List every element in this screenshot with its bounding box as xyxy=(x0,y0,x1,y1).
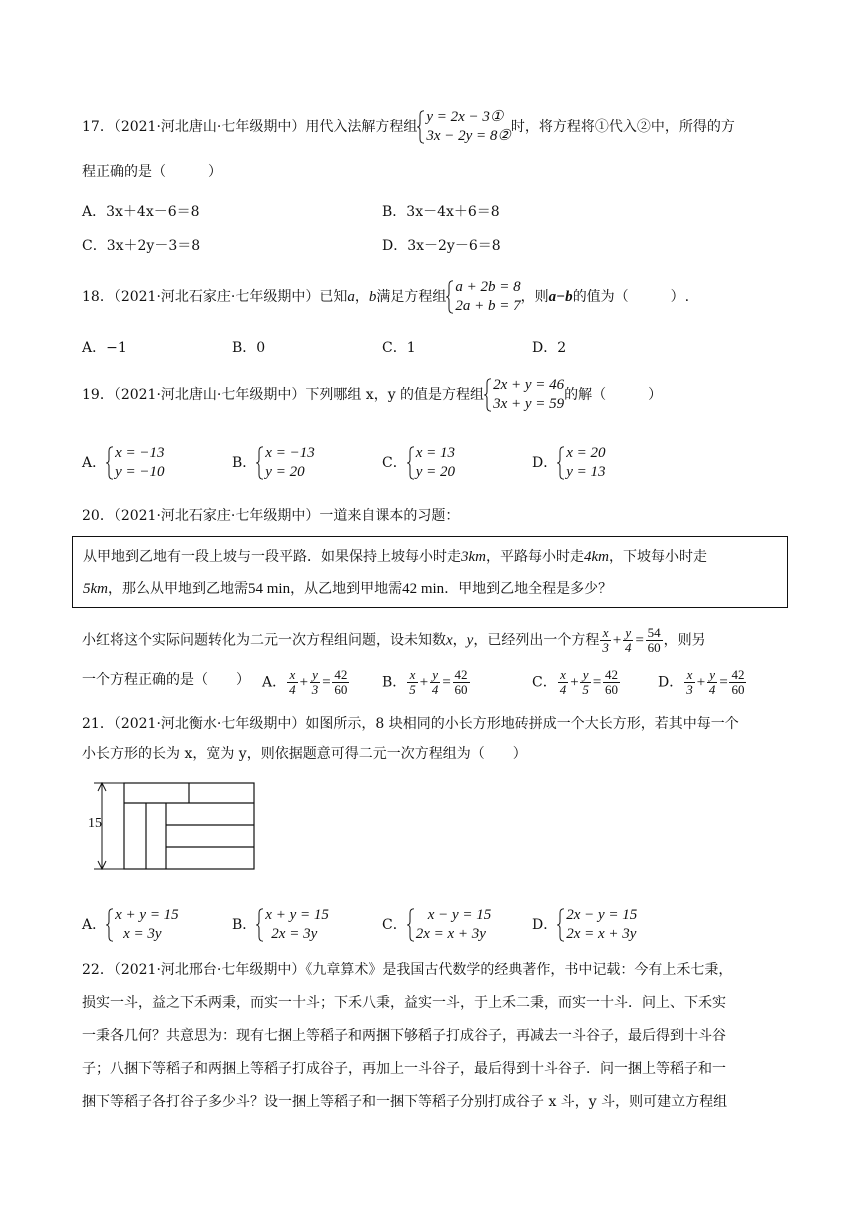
frac xyxy=(287,668,298,697)
q19-a-eq2: y = −10 xyxy=(115,464,165,480)
q21-option-d-system xyxy=(557,906,637,944)
q18-eq2: 2a + b = 7 xyxy=(455,298,521,314)
denominator: 3 xyxy=(686,682,693,697)
denominator: 4 xyxy=(431,682,439,697)
q19-option-c-system xyxy=(407,444,455,482)
numerator: 42 xyxy=(604,667,618,682)
denominator: 60 xyxy=(454,682,468,697)
q19-stem-b: 的解（ ） xyxy=(564,387,663,403)
q19-d-eq1: x = 20 xyxy=(566,445,606,461)
q21-option-d xyxy=(532,906,637,944)
q20-comma: ， xyxy=(452,632,467,649)
q19-eq1: 2x + y = 46 xyxy=(493,377,565,393)
q21-option-b xyxy=(232,906,329,944)
numerator: 54 xyxy=(647,625,661,640)
frac xyxy=(707,668,718,697)
frac xyxy=(407,668,418,697)
denominator: 4 xyxy=(289,682,296,697)
q19-a-eq1: x = −13 xyxy=(115,445,165,461)
denominator: 3 xyxy=(602,640,609,655)
q18-var-b: b xyxy=(368,289,377,305)
q21-b-eq2: 2x = 3y xyxy=(271,926,318,942)
q19-option-c xyxy=(382,444,455,482)
q18-expression: a−b xyxy=(548,289,573,305)
q19-option-a-system xyxy=(106,444,164,482)
q20-option-b: B． $\frac{x}{5}$ + $\frac{y}{4}$ = $\frac{42}{60}$ xyxy=(382,667,468,697)
frac xyxy=(332,668,349,697)
q22-line4: 子；八捆下等稻子和两捆上等稻子打成谷子，再加上一斗谷子，最后得到十斗谷子．问一捆上等稻子和一 xyxy=(82,1061,726,1077)
denominator: 4 xyxy=(708,682,716,697)
q20-var-x: x xyxy=(446,632,453,649)
q19-eq2: 3x + y = 59 xyxy=(493,396,565,412)
frac xyxy=(310,668,321,697)
brace-icon xyxy=(417,110,425,144)
q20-option-a: A． $\frac{x}{4}$ + $\frac{y}{3}$ = $\frac{42}{60}$ xyxy=(262,667,348,697)
q20-line-b-text: ，已经列出一个方程 xyxy=(473,632,600,649)
q18-stem-a: 18．（2021·河北石家庄·七年级期中）已知 xyxy=(82,289,348,305)
numerator: x xyxy=(560,667,566,682)
q20-line-a: 小红将这个实际问题转化为二元一次方程组问题，设未知数x，y，已经列出一个方程 $\frac{x}{3}$ + $\frac{y}{4}$ = $\frac{54}{60}$ ，则另 xyxy=(82,625,706,655)
numerator: x xyxy=(409,667,416,682)
q20-given-frac3 xyxy=(646,626,663,655)
brace-icon xyxy=(106,446,114,480)
q20-box-2a: ，那么从甲地到乙地需 xyxy=(108,581,248,597)
q17-option-a: A．3x＋4x－6＝8 xyxy=(82,204,200,220)
q19-b-eq2: y = 20 xyxy=(265,464,305,480)
q20-option-d: D． $\frac{x}{3}$ + $\frac{y}{4}$ = $\frac{42}{60}$ xyxy=(658,667,745,697)
frac xyxy=(603,668,620,697)
q20-stem: 20．（2021·河北石家庄·七年级期中）一道来自课本的习题： xyxy=(82,508,460,524)
q20-time-1: 54 min xyxy=(248,581,291,597)
q20-option-c: C． $\frac{x}{4}$ + $\frac{y}{5}$ = $\frac{42}{60}$ xyxy=(532,667,618,697)
denominator: 60 xyxy=(334,682,348,697)
q18-stem xyxy=(82,278,689,316)
q18-stem-d: 的值为（ ）. xyxy=(572,289,690,305)
frac xyxy=(729,668,746,697)
brace-icon xyxy=(256,908,264,942)
q19-stem xyxy=(82,376,662,414)
q17-stem-line1 xyxy=(82,108,735,146)
numerator: y xyxy=(312,667,318,682)
denominator: 60 xyxy=(604,682,618,697)
q18-system xyxy=(446,278,520,316)
brace-icon xyxy=(256,446,264,480)
q21-option-b-label: B． xyxy=(232,917,257,933)
q17-system xyxy=(417,108,511,146)
q18-option-d: D．2 xyxy=(532,340,567,356)
denominator: 5 xyxy=(582,682,589,697)
q18-option-a: A．−1 xyxy=(82,340,127,356)
q19-option-b-system xyxy=(256,444,314,482)
q22-line1: 22．（2021·河北邢台·七年级期中）《九章算术》是我国古代数学的经典著作，书中记载：今有上禾七秉， xyxy=(82,962,733,978)
q20-problem-box xyxy=(72,536,788,608)
q20-box-1c: ，下坡每小时走 xyxy=(609,549,707,565)
q21-option-b-system xyxy=(256,906,329,944)
q19-system xyxy=(484,376,564,414)
q17-stem-b: 时，将方程将①代入②中，所得的方 xyxy=(510,119,735,135)
q20-given-frac2 xyxy=(623,626,634,655)
q19-c-eq2: y = 20 xyxy=(415,464,455,480)
q19-option-a xyxy=(82,444,165,482)
q20-line-c-text: ，则另 xyxy=(663,632,706,649)
q20-box-1b: ，平路每小时走 xyxy=(486,549,584,565)
brace-icon xyxy=(106,908,114,942)
q21-b-eq1: x + y = 15 xyxy=(265,907,329,923)
q19-option-d xyxy=(532,444,606,482)
denominator: 60 xyxy=(731,682,745,697)
q21-c-eq2: 2x = x + 3y xyxy=(415,926,486,942)
q21-c-eq1: x − y = 15 xyxy=(427,907,492,923)
q20-box-1a: 从甲地到乙地有一段上坡与一段平路．如果保持上坡每小时走 xyxy=(83,549,461,565)
denominator: 60 xyxy=(647,640,661,655)
q18-var-a: a xyxy=(347,289,355,305)
q21-figure-label: 15 xyxy=(88,816,102,831)
frac xyxy=(580,668,591,697)
q20-line-a-text: 小红将这个实际问题转化为二元一次方程组问题，设未知数 xyxy=(82,632,446,649)
q21-option-a xyxy=(82,906,179,944)
q19-option-c-label: C． xyxy=(382,455,407,471)
q22-line2: 损实一斗，益之下禾两秉，而实一十斗；下禾八秉，益实一斗，于上禾二秉，而实一十斗．问上、下禾实 xyxy=(82,995,726,1011)
denominator: 5 xyxy=(409,682,416,697)
numerator: x xyxy=(686,667,693,682)
numerator: x xyxy=(602,625,609,640)
numerator: 42 xyxy=(454,667,468,682)
q21-option-c-system xyxy=(407,906,492,944)
q19-option-d-label: D． xyxy=(532,455,558,471)
q21-stem-a: 21．（2021·河北衡水·七年级期中）如图所示，8 块相同的小长方形地砖拼成一个大长方形，若其中每一个 xyxy=(82,716,739,732)
numerator: y xyxy=(432,667,439,682)
q20-box-line2 xyxy=(83,579,612,599)
frac xyxy=(453,668,470,697)
q19-stem-a: 19．（2021·河北唐山·七年级期中）下列哪组 x，y 的值是方程组 xyxy=(82,387,485,403)
q19-option-b-label: B． xyxy=(232,455,257,471)
q19-d-eq2: y = 13 xyxy=(566,464,606,480)
numerator: y xyxy=(709,667,715,682)
q20-option-d-label: D． xyxy=(658,674,684,691)
tile-diagram xyxy=(84,780,264,872)
frac xyxy=(558,668,569,697)
q19-option-b xyxy=(232,444,315,482)
numerator: x xyxy=(289,667,296,682)
q18-stem-b: 满足方程组 xyxy=(376,289,447,305)
brace-icon xyxy=(557,446,565,480)
q19-option-a-label: A． xyxy=(82,455,107,471)
denominator: 4 xyxy=(559,682,567,697)
q18-stem-c: ，则 xyxy=(520,289,549,305)
q20-speed-up: 3km xyxy=(461,549,486,565)
q19-option-d-system xyxy=(557,444,605,482)
q17-eq2: 3x − 2y = 8② xyxy=(426,128,511,144)
q21-option-d-label: D． xyxy=(532,917,558,933)
brace-icon xyxy=(446,280,454,314)
frac xyxy=(684,668,695,697)
q21-d-eq2: 2x = x + 3y xyxy=(566,926,637,942)
q21-option-c-label: C． xyxy=(382,917,407,933)
numerator: 42 xyxy=(731,667,745,682)
q21-option-c xyxy=(382,906,491,944)
q17-option-b: B．3x－4x＋6＝8 xyxy=(382,204,500,220)
q18-option-c: C．1 xyxy=(382,340,416,356)
q19-b-eq1: x = −13 xyxy=(265,445,315,461)
q20-option-c-label: C． xyxy=(532,674,557,691)
q21-option-a-system xyxy=(106,906,179,944)
q21-a-eq2: x = 3y xyxy=(123,926,162,942)
q17-option-c: C．3x＋2y－3＝8 xyxy=(82,238,201,254)
q20-line-d xyxy=(82,670,250,690)
frac xyxy=(430,668,441,697)
q20-option-a-label: A． xyxy=(262,674,287,691)
q17-stem-a: 17．（2021·河北唐山·七年级期中）用代入法解方程组 xyxy=(82,119,418,135)
q21-option-a-label: A． xyxy=(82,917,107,933)
q21-stem-b: 小长方形的长为 x，宽为 y，则依据题意可得二元一次方程组为（ ） xyxy=(82,746,527,762)
denominator: 4 xyxy=(624,640,632,655)
brace-icon xyxy=(407,446,415,480)
q20-line-d-text: 一个方程正确的是（ ） xyxy=(82,672,250,688)
q21-d-eq1: 2x − y = 15 xyxy=(566,907,638,923)
q17-stem-c: 程正确的是（ ） xyxy=(82,164,222,180)
q20-var-y: y xyxy=(466,632,474,649)
denominator: 3 xyxy=(311,682,319,697)
numerator: 42 xyxy=(334,667,348,682)
q18-comma: ， xyxy=(354,289,369,305)
q20-speed-flat: 4km xyxy=(584,549,609,565)
q20-box-2b: ，从乙地到甲地需 xyxy=(290,581,403,597)
brace-icon xyxy=(484,378,492,412)
q17-option-d: D．3x－2y－6＝8 xyxy=(382,238,501,254)
q22-line5: 捆下等稻子各打谷子多少斗？设一捆上等稻子和一捆下等稻子分别打成谷子 x 斗，y 斗，则可建立方程组 xyxy=(82,1094,728,1110)
brace-icon xyxy=(407,908,415,942)
q18-option-b: B．0 xyxy=(232,340,266,356)
q20-box-2c: ．甲地到乙地全程是多少？ xyxy=(444,581,613,597)
q20-given-frac1 xyxy=(600,626,611,655)
q17-eq1: y = 2x − 3① xyxy=(426,109,504,125)
q20-speed-down: 5km xyxy=(83,581,108,597)
q21-a-eq1: x + y = 15 xyxy=(115,907,179,923)
q20-option-b-label: B． xyxy=(382,674,407,691)
q20-box-line1 xyxy=(83,547,707,567)
q22-line3: 一秉各几何？共意思为：现有七捆上等稻子和两捆下够稻子打成谷子，再减去一斗谷子，最后得到十斗谷 xyxy=(82,1028,726,1044)
numerator: y xyxy=(625,625,632,640)
q18-eq1: a + 2b = 8 xyxy=(455,279,521,295)
q19-c-eq1: x = 13 xyxy=(415,445,455,461)
q20-time-2: 42 min xyxy=(402,581,445,597)
numerator: y xyxy=(582,667,589,682)
brace-icon xyxy=(557,908,565,942)
q21-figure xyxy=(84,780,264,872)
